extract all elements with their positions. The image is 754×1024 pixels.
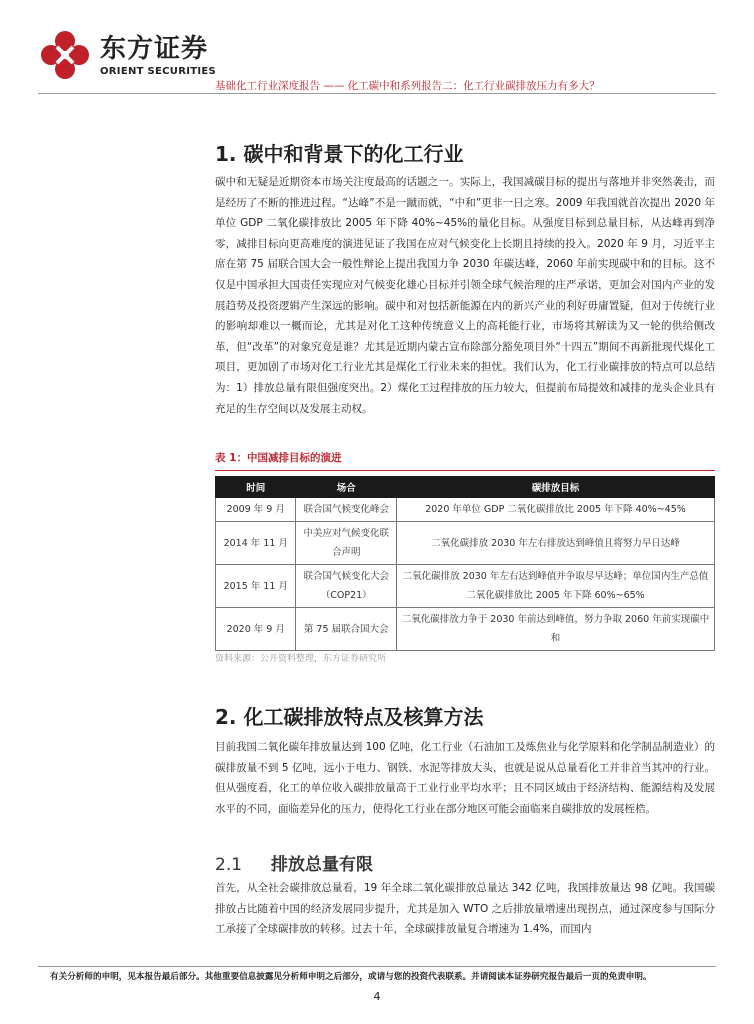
table-cell-time: 2015 年 11 月 — [216, 565, 296, 608]
company-logo — [38, 22, 228, 80]
footer-divider — [38, 966, 716, 967]
table-row — [216, 498, 715, 522]
section-2-1-title: 排放总量有限 — [271, 855, 373, 875]
table-cell-time: 2020 年 9 月 — [216, 608, 296, 651]
table-row — [216, 608, 715, 651]
page-number: 4 — [373, 990, 381, 1003]
table-row — [216, 565, 715, 608]
logo-english-name: ORIENT SECURITIES — [100, 66, 217, 77]
header-divider — [38, 93, 716, 94]
header-occasion: 场合 — [296, 477, 397, 498]
table-cell-time: 2014 年 11 月 — [216, 522, 296, 565]
table-cell-occasion: 中美应对气候变化联合声明 — [296, 522, 397, 565]
section-2-title: 2. 化工碳排放特点及核算方法 — [215, 705, 484, 729]
table-cell-target: 2020 年单位 GDP 二氧化碳排放比 2005 年下降 40%~45% — [396, 498, 714, 522]
table-source-note: 资料来源：公开资料整理，东方证券研究所 — [215, 654, 387, 664]
orient-securities-logo-icon — [38, 28, 92, 82]
header-time: 时间 — [216, 477, 296, 498]
table-cell-occasion: 联合国气候变化峰会 — [296, 498, 397, 522]
section-1-title: 1. 碳中和背景下的化工行业 — [215, 142, 464, 166]
section-2-1-heading — [215, 850, 373, 875]
footer-disclaimer: 有关分析师的申明，见本报告最后部分。其他重要信息披露见分析师申明之后部分，或请与您的投资代表联系。并请阅读本证券研究报告最后一页的免责申明。 — [50, 972, 652, 982]
table-cell-target: 二氧化碳排放力争于 2030 年前达到峰值，努力争取 2060 年前实现碳中和 — [396, 608, 714, 651]
table-cell-occasion: 联合国气候变化大会（COP21） — [296, 565, 397, 608]
table-cell-target: 二氧化碳排放 2030 年左右排放达到峰值且将努力早日达峰 — [396, 522, 714, 565]
table-cell-time: 2009 年 9 月 — [216, 498, 296, 522]
section-2-1-paragraph: 首先，从全社会碳排放总量看，19 年全球二氧化碳排放总量达 342 亿吨，我国排放量达 98 亿吨。我国碳排放占比随着中国的经济发展同步提升，尤其是加入 WTO 之后排放量增速出现拐点，通过深度参与国际分工承接了全球碳排放的转移。过去十年，全球碳排放量复合增速为 1.4%，而国内 — [215, 882, 715, 936]
table-cell-target: 二氧化碳排放 2030 年左右达到峰值并争取尽早达峰；单位国内生产总值二氧化碳排放比 2005 年下降 60%~65% — [396, 565, 714, 608]
section-2-1-number: 2.1 — [215, 855, 243, 875]
table-row — [216, 522, 715, 565]
logo-chinese-name: 东方证券 — [100, 34, 209, 64]
emission-targets-table — [215, 476, 715, 651]
section-1-paragraph: 碳中和无疑是近期资本市场关注度最高的话题之一。实际上，我国减碳目标的提出与落地并非突然袭击，而是经历了不断的推进过程。“达峰”不是一蹴而就，“中和”更非一日之寒。2009 年我国就首次提出 2020 年单位 GDP 二氧化碳排放比 2005 年下降 40%~45%的量化目标。从强度目标到总量目标，从达峰再到净零，减排目标向更高难度的演进见证了我国在应对气候变化上长期且持续的投入。2020 年 9 月，习近平主席在第 75 届联合国大会一般性辩论上提出我国力争 2030 年碳达峰，2060 年前实现碳中和的目标。这不仅是中国承担大国责任实现应对气候变化雄心目标并引领全球气候治理的庄严承诺，更加会对国内产业的发展趋势及投资逻辑产生深远的影响。碳中和对包括新能源在内的新兴产业的利好毋庸置疑，但对于传统行业的影响却难以一概而论，尤其是对化工这种传统意义上的高耗能行业，市场将其解读为又一轮的供给侧改革，但“改革”的对象究竟是谁？尤其是近期内蒙古宣布除部分豁免项目外“十四五”期间不再新批现代煤化工项目，更加剧了市场对化工行业尤其是煤化工行业未来的担忧。我们认为，化工行业碳排放的特点可以总结为：1）排放总量有限但强度突出。2）煤化工过程排放的压力较大，但提前布局提效和减排的龙头企业具有充足的生存空间以及发展主动权。 — [215, 176, 715, 415]
table-1-caption: 表 1：中国减排目标的演进 — [215, 452, 342, 464]
section-2-paragraph: 目前我国二氧化碳年排放量达到 100 亿吨，化工行业（石油加工及炼焦业与化学原料和化学制品制造业）的碳排放量不到 5 亿吨，远小于电力、钢铁、水泥等排放大头，也就是说从总量看化工并非首当其冲的行业。但从强度看，化工的单位收入碳排放量高于工业行业平均水平；且不同区域由于经济结构、能源结构及发展水平的不同，面临差异化的压力，使得化工行业在部分地区可能会面临来自碳排放的发展桎梏。 — [215, 741, 715, 815]
table-caption-divider — [215, 470, 715, 471]
report-header-title: 基础化工行业深度报告 —— 化工碳中和系列报告二：化工行业碳排放压力有多大？ — [215, 80, 600, 92]
table-cell-occasion: 第 75 届联合国大会 — [296, 608, 397, 651]
header-target: 碳排放目标 — [396, 477, 714, 498]
table-header-row — [216, 477, 715, 498]
